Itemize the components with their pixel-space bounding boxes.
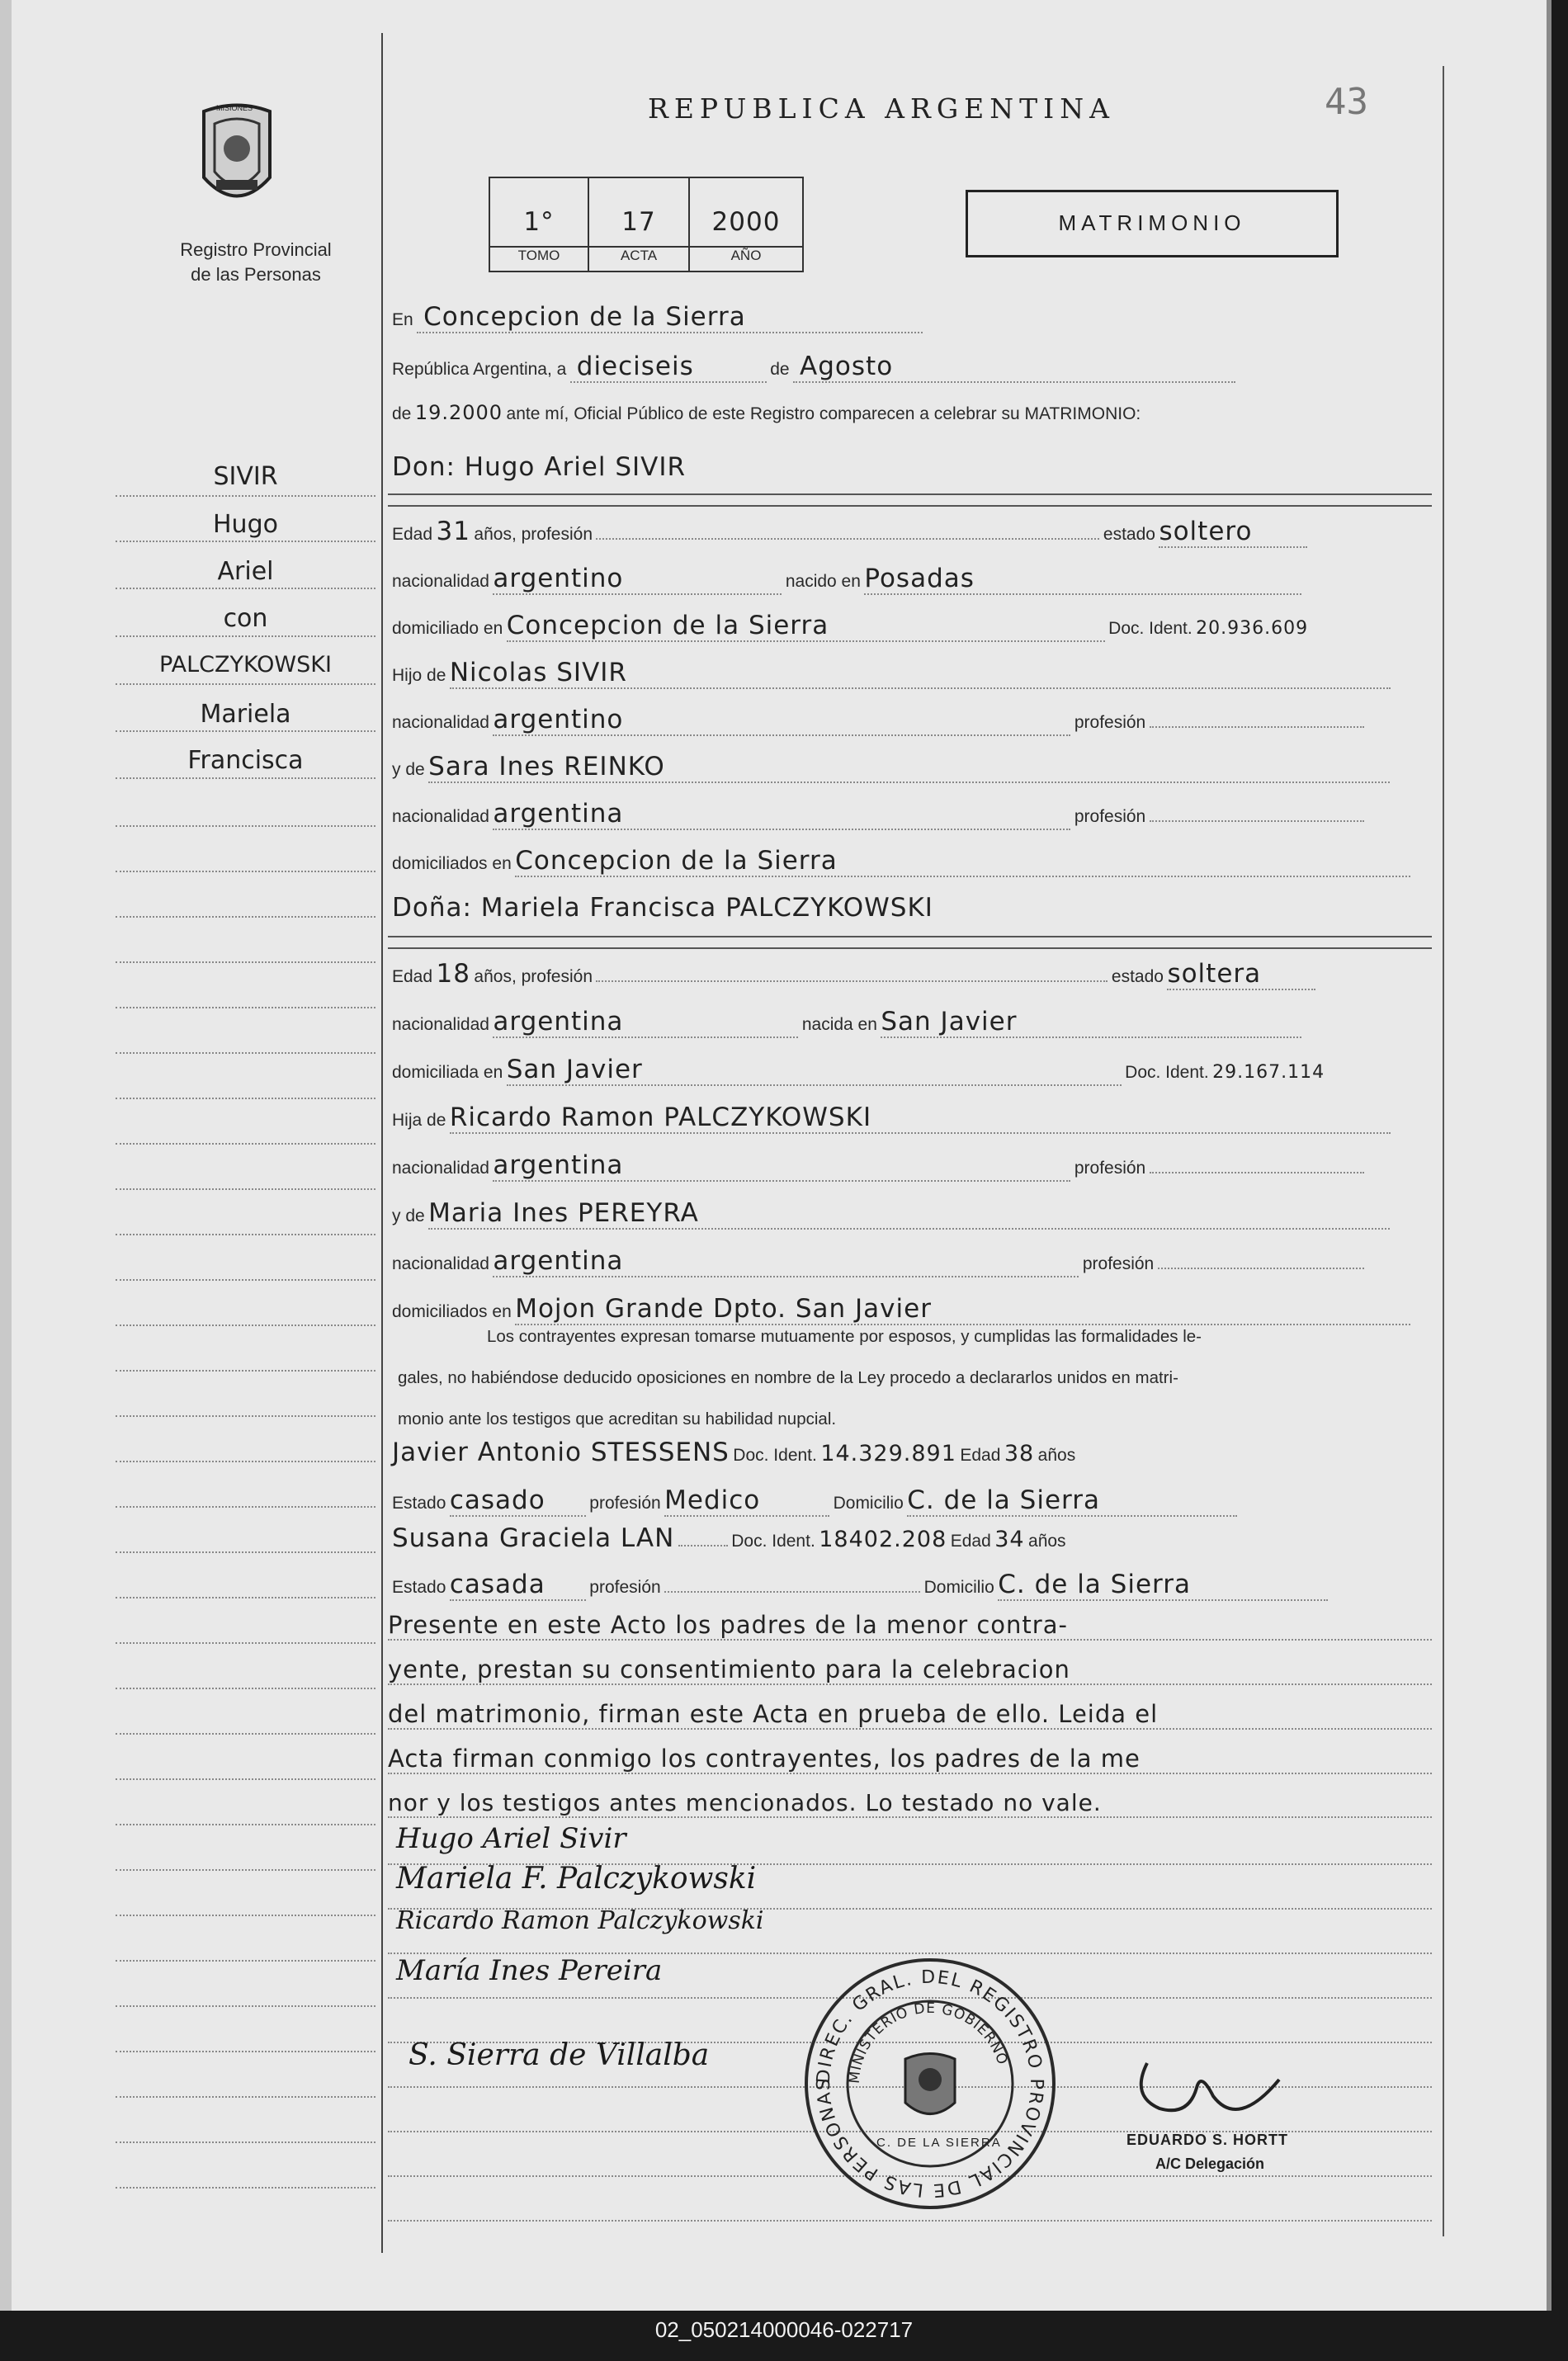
bride-nationality-line: nacionalidad argentina nacida en San Javier — [392, 1007, 1432, 1048]
groom-doc: 20.936.609 — [1196, 618, 1309, 639]
note-line2: yente, prestan su consentimiento para la celebracion — [388, 1655, 1432, 1685]
bride-name-line — [392, 893, 1432, 934]
intro-place: Concepcion de la Sierra — [417, 302, 923, 333]
groom-mother-line: y de Sara Ines REINKO — [392, 752, 1432, 793]
groom-age: 31 — [436, 517, 470, 546]
binding-edge — [0, 0, 12, 2311]
groom-age-line: Edad 31 años, profesión estado soltero — [392, 517, 1432, 558]
intro-date-line: República Argentina, a dieciseis de Agosto — [392, 352, 1432, 393]
signature-groom: Hugo Ariel Sivir — [396, 1822, 626, 1855]
signature-witness: S. Sierra de Villalba — [409, 2038, 710, 2072]
margin-name1: Hugo — [213, 510, 278, 539]
note-line4: Acta firman conmigo los contrayentes, los padres de la me — [388, 1745, 1432, 1774]
witness1-doc: 14.329.891 — [820, 1441, 956, 1466]
bride-estado: soltera — [1167, 959, 1315, 990]
note-line3: del matrimonio, firman este Acta en prueba de ello. Leida el — [388, 1700, 1432, 1730]
official-round-stamp — [802, 1956, 1058, 2212]
page-number: 43 — [1325, 81, 1368, 123]
witness1-age: 38 — [1004, 1441, 1035, 1466]
margin-name2: Ariel — [217, 557, 274, 586]
groom-mother-nationality-line: nacionalidad argentina profesión — [392, 799, 1432, 840]
groom-estado: soltero — [1159, 517, 1307, 548]
official-role: A/C Delegación — [1155, 2156, 1265, 2172]
groom-mother: Sara Ines REINKO — [428, 752, 1390, 783]
acta-value: 17 — [621, 207, 656, 237]
stamp-inner-text: MINISTERIO DE GOBIERNO — [846, 2000, 1011, 2085]
bride-domicile-line: domiciliada en San Javier Doc. Ident. 29.167.114 — [392, 1055, 1325, 1084]
note-line5: nor y los testigos antes mencionados. Lo testado no vale. — [388, 1789, 1432, 1818]
tomo-value: 1° — [523, 207, 555, 237]
signature-bride-father: Ricardo Ramon Palczykowski — [396, 1906, 764, 1935]
bride-age-line: Edad 18 años, profesión estado soltera — [392, 959, 1432, 1000]
bride-mother-nationality-line: nacionalidad argentina profesión — [392, 1246, 1432, 1287]
bride-age: 18 — [436, 959, 470, 989]
groom-nationality: argentino — [493, 564, 782, 595]
bride-nationality: argentina — [493, 1007, 798, 1038]
witness2-line: Susana Graciela LAN Doc. Ident. 18402.208 Edad 34 años — [392, 1523, 1066, 1553]
intro-year: 19.2000 — [414, 401, 503, 424]
stamp-ring-text: DIREC. GRAL. DEL REGISTRO PROVINCIAL DE LAS PERSONAS — [813, 1967, 1047, 2201]
stamp-bottom-text: C. DE LA SIERRA — [876, 2136, 1002, 2150]
bride-domicile: San Javier — [507, 1055, 1122, 1086]
groom-domicile-line: domiciliado en Concepcion de la Sierra Doc. Ident. 20.936.609 — [392, 611, 1309, 640]
groom-father-line: Hijo de Nicolas SIVIR — [392, 658, 1432, 699]
groom-domicile: Concepcion de la Sierra — [507, 611, 1105, 642]
tomo-label: TOMO — [490, 246, 588, 264]
signature-bride: Mariela F. Palczykowski — [396, 1862, 757, 1896]
groom-mother-nationality: argentina — [493, 799, 1070, 830]
bride-birthplace: San Javier — [881, 1007, 1301, 1038]
seal-label: MISIONES — [216, 104, 253, 112]
margin-surname2: PALCZYKOWSKI — [159, 652, 332, 678]
witness2-name: Susana Graciela LAN — [392, 1523, 675, 1553]
intro-place-line: En Concepcion de la Sierra — [392, 302, 1432, 343]
bride-father-nationality: argentina — [493, 1150, 1070, 1182]
groom-father-nationality: argentino — [493, 705, 1070, 736]
witness2-details-line: Estado casada profesión Domicilio C. de la Sierra — [392, 1570, 1432, 1611]
bride-doc: 29.167.114 — [1212, 1062, 1325, 1083]
bride-father-nationality-line: nacionalidad argentina profesión — [392, 1150, 1432, 1192]
bride-father: Ricardo Ramon PALCZYKOWSKI — [450, 1103, 1391, 1134]
official-name: EDUARDO S. HORTT — [1126, 2132, 1288, 2148]
right-border-rule — [1443, 66, 1444, 2236]
groom-birthplace: Posadas — [864, 564, 1301, 595]
declaration-line3: monio ante los testigos que acreditan su habilidad nupcial. — [398, 1410, 837, 1428]
witness1-details-line: Estado casado profesión Medico Domicilio C. de la Sierra — [392, 1485, 1432, 1527]
groom-name-line — [392, 452, 1432, 493]
declaration-line2: gales, no habiéndose deducido oposiciones en nombre de la Ley procedo a declararlos unidos en matri- — [398, 1368, 1178, 1387]
groom-full-name: Don: Hugo Ariel SIVIR — [392, 452, 687, 482]
margin-name3: Mariela — [200, 700, 291, 729]
margin-surname: SIVIR — [213, 462, 278, 491]
document-title: REPUBLICA ARGENTINA — [648, 92, 1115, 125]
margin-name4: Francisca — [187, 746, 304, 775]
witness1-domicilio: C. de la Sierra — [907, 1485, 1237, 1517]
scan-id: 02_050214000046-022717 — [654, 2317, 914, 2342]
record-type: MATRIMONIO — [1058, 210, 1246, 235]
bride-full-name: Doña: Mariela Francisca PALCZYKOWSKI — [392, 893, 933, 923]
groom-nationality-line: nacionalidad argentino nacido en Posadas — [392, 564, 1432, 605]
witness1-estado: casado — [450, 1485, 586, 1517]
witness2-age: 34 — [994, 1527, 1025, 1552]
registry-name-line2: de las Personas — [191, 264, 321, 285]
bride-parents-domicile: Mojon Grande Dpto. San Javier — [515, 1294, 1410, 1325]
witness2-profesion — [664, 1591, 920, 1593]
groom-father-nationality-line: nacionalidad argentino profesión — [392, 705, 1432, 746]
groom-parents-domicile-line: domiciliados en Concepcion de la Sierra — [392, 846, 1432, 887]
bride-mother-line: y de Maria Ines PEREYRA — [392, 1198, 1432, 1240]
bride-father-line: Hija de Ricardo Ramon PALCZYKOWSKI — [392, 1103, 1432, 1144]
official-signature-icon — [1114, 2047, 1296, 2146]
witness2-estado: casada — [450, 1570, 586, 1601]
registry-name-line1: Registro Provincial — [180, 239, 332, 260]
intro-year-line: de 19.2000 ante mí, Oficial Público de este Registro comparecen a celebrar su MATRIMONIO: — [392, 401, 1141, 424]
declaration-line1: Los contrayentes expresan tomarse mutuamente por esposos, y cumplidas las formalidades le- — [487, 1327, 1202, 1346]
bride-mother-nationality: argentina — [493, 1246, 1079, 1277]
record-type-box — [966, 190, 1339, 257]
intro-day: dieciseis — [570, 352, 767, 383]
record-number-box — [489, 177, 804, 272]
groom-parents-domicile: Concepcion de la Sierra — [515, 846, 1410, 877]
ano-label: AÑO — [690, 246, 802, 264]
witness2-domicilio: C. de la Sierra — [998, 1570, 1328, 1601]
witness1-profesion: Medico — [664, 1485, 829, 1517]
groom-father: Nicolas SIVIR — [450, 658, 1391, 689]
witness2-doc: 18402.208 — [819, 1527, 947, 1552]
acta-label: ACTA — [589, 246, 688, 264]
provincial-seal-icon — [191, 99, 282, 215]
ano-value: 2000 — [711, 207, 781, 237]
witness1-name: Javier Antonio STESSENS — [392, 1438, 730, 1467]
note-line1: Presente en este Acto los padres de la menor contra- — [388, 1611, 1432, 1641]
left-margin-rule — [381, 33, 383, 2253]
intro-month: Agosto — [793, 352, 1235, 383]
witness1-line: Javier Antonio STESSENS Doc. Ident. 14.329.891 Edad 38 años — [392, 1438, 1076, 1467]
margin-con: con — [223, 604, 268, 633]
signature-bride-mother: María Ines Pereira — [396, 1954, 663, 1987]
bride-parents-domicile-line: domiciliados en Mojon Grande Dpto. San Javier — [392, 1294, 1432, 1335]
bride-mother: Maria Ines PEREYRA — [428, 1198, 1390, 1230]
